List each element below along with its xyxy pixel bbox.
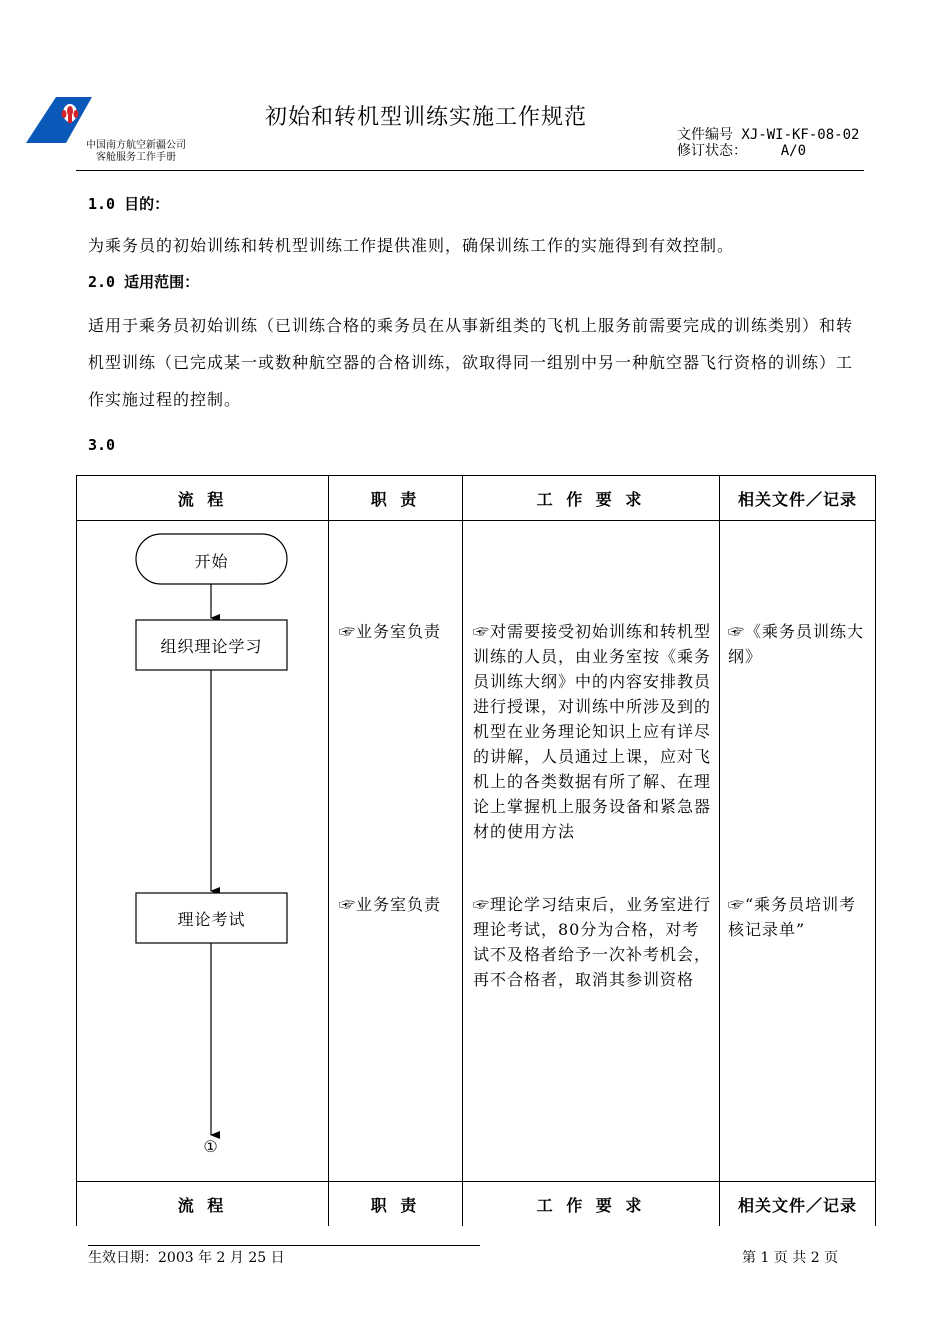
requirement-cell — [463, 521, 720, 1182]
footer-divider — [88, 1245, 480, 1246]
flow-step-2-label: 理论考试 — [177, 910, 246, 929]
table-body-row — [77, 521, 876, 1182]
section-2-heading: 2.0 适用范围： — [88, 273, 200, 291]
repeat-header-documents: 相关文件／记录 — [720, 1182, 876, 1227]
requirement-2: ☞理论学习结束后，业务室进行理论考试，80分为合格，对考试不及格者给予一次补考机会，再不合格者，取消其参训资格 — [473, 895, 712, 989]
documents-cell — [720, 521, 876, 1182]
header-responsibility: 职 责 — [329, 476, 463, 521]
document-1: ☞《乘务员训练大纲》 — [728, 622, 865, 666]
company-line2: 客舱服务工作手册 — [96, 152, 176, 163]
repeat-header-responsibility: 职 责 — [329, 1182, 463, 1227]
flow-start-label: 开始 — [194, 552, 229, 571]
effective-date: 生效日期：2003 年 2 月 25 日 — [88, 1250, 285, 1266]
header-divider — [76, 170, 864, 171]
section-1-heading: 1.0 目的： — [88, 195, 170, 213]
header-flow: 流 程 — [77, 476, 329, 521]
responsibility-1: ☞业务室负责 — [339, 622, 442, 641]
responsibility-2: ☞业务室负责 — [339, 895, 442, 914]
section-3-heading: 3.0 — [88, 436, 116, 454]
page-number: 第 1 页 共 2 页 — [742, 1250, 839, 1266]
revision-status: 修订状态： A/0 — [677, 143, 807, 159]
repeat-header-flow: 流 程 — [77, 1182, 329, 1227]
document-2: ☞“乘务员培训考核记录单” — [728, 895, 857, 939]
document-number: 文件编号 XJ-WI-KF-08-02 — [677, 127, 860, 143]
responsibility-cell — [329, 521, 463, 1182]
company-logo — [26, 97, 92, 143]
section-2-text: 适用于乘务员初始训练（已训练合格的乘务员在从事新组类的飞机上服务前需要完成的训练类别）和转机型训练（已完成某一或数种航空器的合格训练，欲取得同一组别中另一种航空器飞行资格的训练）工作实施过程的控制。 — [88, 316, 854, 409]
flowchart — [77, 521, 329, 1181]
table-repeat-header-row — [77, 1182, 876, 1227]
section-1-text: 为乘务员的初始训练和转机型训练工作提供准则，确保训练工作的实施得到有效控制。 — [88, 236, 735, 255]
company-line1: 中国南方航空新疆公司 — [86, 140, 186, 151]
flow-step-1-label: 组织理论学习 — [160, 637, 263, 656]
company-name — [86, 140, 186, 164]
process-table — [76, 475, 876, 1226]
header-documents: 相关文件／记录 — [720, 476, 876, 521]
flow-cell — [77, 521, 329, 1182]
table-header-row — [77, 476, 876, 521]
document-title: 初始和转机型训练实施工作规范 — [265, 105, 588, 130]
document-meta — [677, 127, 867, 159]
requirement-1: ☞对需要接受初始训练和转机型训练的人员，由业务室按《乘务员训练大纲》中的内容安排教员进行授课，对训练中所涉及到的机型在业务理论知识上应有详尽的讲解，人员通过上课，应对飞机上的各类数据有所了解、在理论上掌握机上服务设备和紧急器材的使用方法 — [473, 622, 712, 841]
flow-connector: ① — [203, 1137, 219, 1156]
header-requirement: 工 作 要 求 — [463, 476, 720, 521]
repeat-header-requirement: 工 作 要 求 — [463, 1182, 720, 1227]
